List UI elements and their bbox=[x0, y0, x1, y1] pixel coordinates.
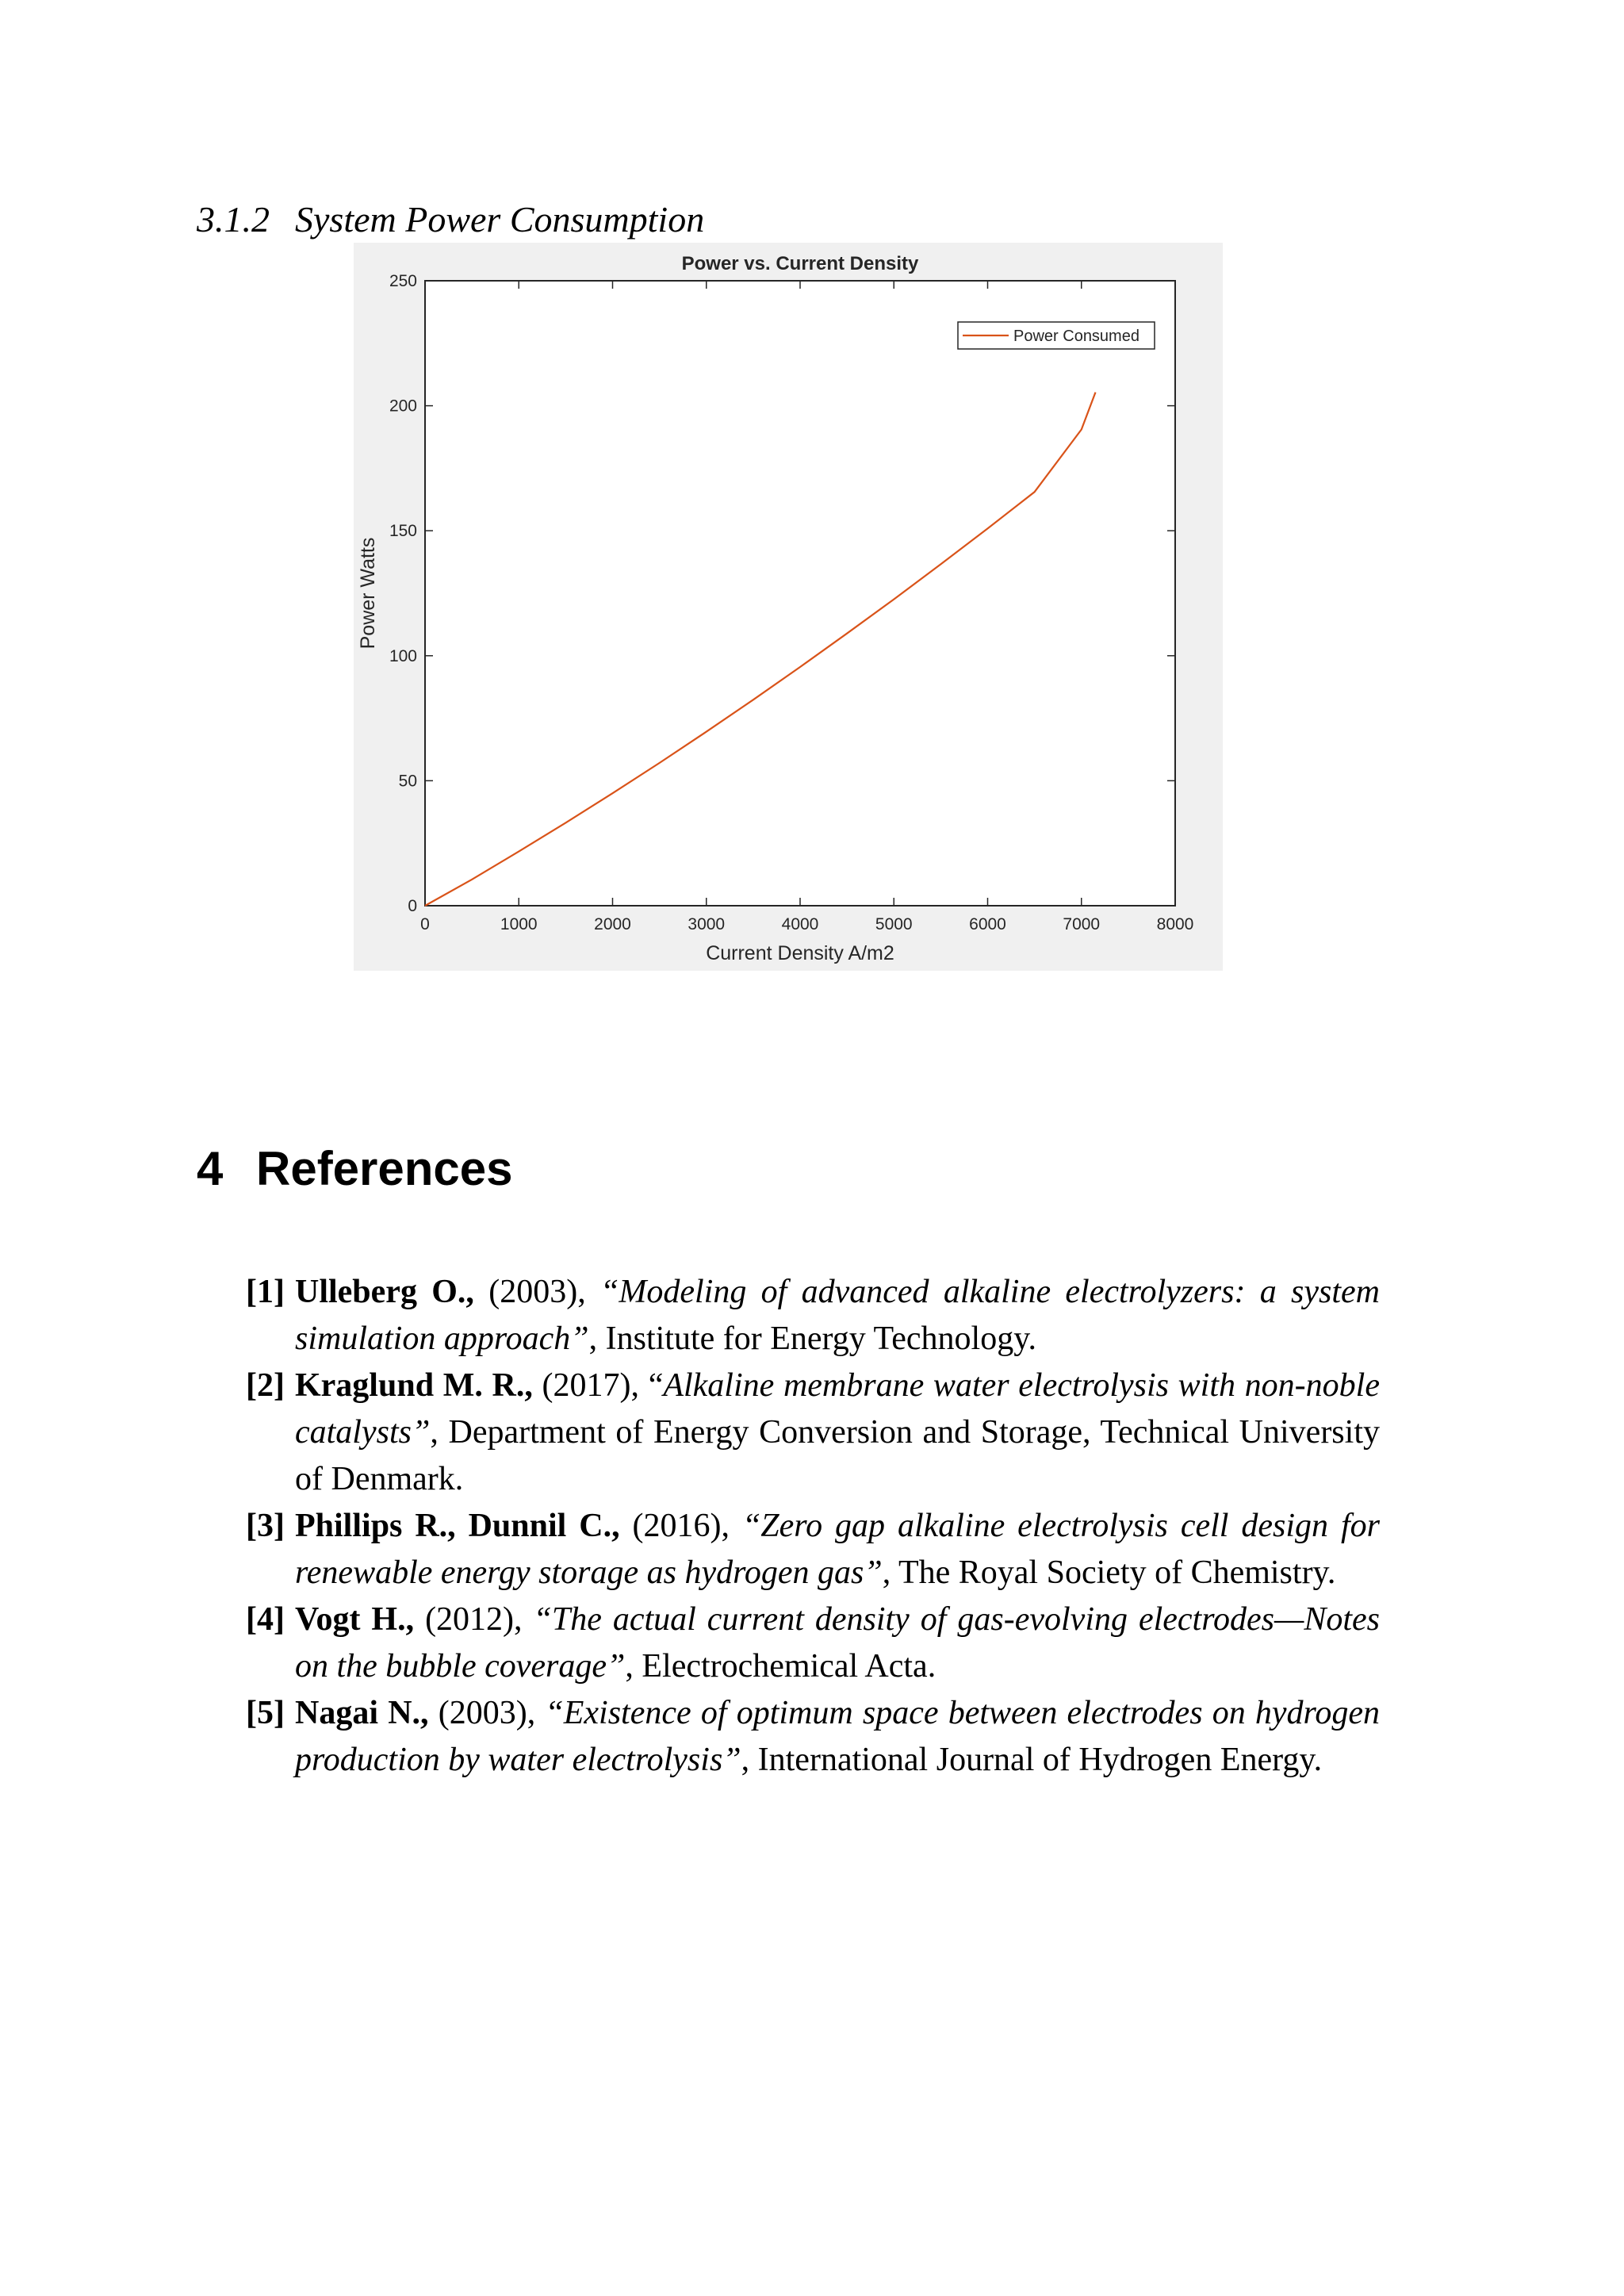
reference-title: “The actual current density of gas-evolving electrodes—Notes on the bubble coverage” bbox=[295, 1601, 1380, 1685]
reference-item bbox=[246, 1690, 1380, 1784]
subsection-heading bbox=[197, 194, 704, 246]
power-chart bbox=[354, 243, 1223, 971]
plot-area bbox=[425, 281, 1175, 906]
reference-author: Ulleberg O., bbox=[295, 1274, 474, 1310]
reference-number: [5] bbox=[246, 1695, 285, 1731]
x-tick-label: 2000 bbox=[594, 915, 631, 933]
x-tick-label: 5000 bbox=[875, 915, 913, 933]
reference-item bbox=[246, 1269, 1380, 1363]
chart-title: Power vs. Current Density bbox=[681, 253, 919, 274]
reference-title: “Zero gap alkaline electrolysis cell design for renewable energy storage as hydrogen gas” bbox=[295, 1508, 1380, 1591]
reference-year: (2016), bbox=[619, 1508, 742, 1544]
x-tick-label: 1000 bbox=[500, 915, 538, 933]
reference-year: (2012), bbox=[414, 1601, 534, 1638]
x-tick-label: 3000 bbox=[688, 915, 726, 933]
reference-year: (2017), “ bbox=[532, 1367, 664, 1404]
reference-item bbox=[246, 1363, 1380, 1503]
reference-source: , The Royal Society of Chemistry. bbox=[882, 1554, 1336, 1591]
x-tick-label: 0 bbox=[420, 915, 430, 933]
reference-item bbox=[246, 1503, 1380, 1596]
y-tick-label: 0 bbox=[408, 897, 417, 915]
reference-author: Kraglund M. R., bbox=[295, 1367, 533, 1404]
reference-title: “Modeling of advanced alkaline electrolyzers: a system simulation approach” bbox=[295, 1274, 1380, 1357]
x-axis-label: Current Density A/m2 bbox=[706, 942, 894, 964]
reference-year: (2003), bbox=[473, 1274, 600, 1310]
y-tick-label: 100 bbox=[389, 646, 417, 665]
y-tick-label: 250 bbox=[389, 272, 417, 290]
reference-title: Alkaline membrane water electrolysis with non-noble catalysts” bbox=[295, 1367, 1380, 1451]
reference-title: “Existence of optimum space between electrodes on hydrogen production by water electrolysis” bbox=[295, 1695, 1380, 1778]
reference-author: Nagai N., bbox=[295, 1695, 429, 1731]
reference-author: Phillips R., Dunnil C., bbox=[295, 1508, 620, 1544]
reference-source: , International Journal of Hydrogen Energy. bbox=[741, 1742, 1323, 1778]
y-tick-label: 150 bbox=[389, 522, 417, 541]
legend-label: Power Consumed bbox=[1013, 328, 1139, 345]
y-axis-label: Power Watts bbox=[357, 537, 379, 650]
reference-author: Vogt H., bbox=[295, 1601, 415, 1638]
x-tick-label: 6000 bbox=[969, 915, 1006, 933]
legend bbox=[958, 322, 1155, 349]
reference-year: (2003), bbox=[428, 1695, 546, 1731]
y-tick-label: 50 bbox=[398, 772, 417, 791]
section-heading bbox=[197, 1137, 513, 1201]
reference-number: [1] bbox=[246, 1274, 285, 1310]
section-number: 4 bbox=[197, 1142, 224, 1195]
reference-source: , Department of Energy Conversion and Storage, Technical University of Denmark. bbox=[295, 1414, 1380, 1497]
x-tick-label: 8000 bbox=[1156, 915, 1194, 933]
reference-number: [4] bbox=[246, 1601, 285, 1638]
x-tick-label: 4000 bbox=[781, 915, 819, 933]
reference-source: , Institute for Energy Technology. bbox=[588, 1320, 1036, 1357]
subsection-title: System Power Consumption bbox=[295, 199, 705, 240]
reference-source: , Electrochemical Acta. bbox=[625, 1648, 936, 1685]
subsection-number: 3.1.2 bbox=[197, 199, 270, 240]
reference-number: [3] bbox=[246, 1508, 285, 1544]
section-title: References bbox=[256, 1142, 513, 1195]
reference-item bbox=[246, 1596, 1380, 1690]
reference-list bbox=[246, 1269, 1380, 1784]
reference-number: [2] bbox=[246, 1367, 285, 1404]
x-tick-label: 7000 bbox=[1063, 915, 1101, 933]
y-tick-label: 200 bbox=[389, 397, 417, 416]
power-chart-figure bbox=[354, 243, 1223, 971]
